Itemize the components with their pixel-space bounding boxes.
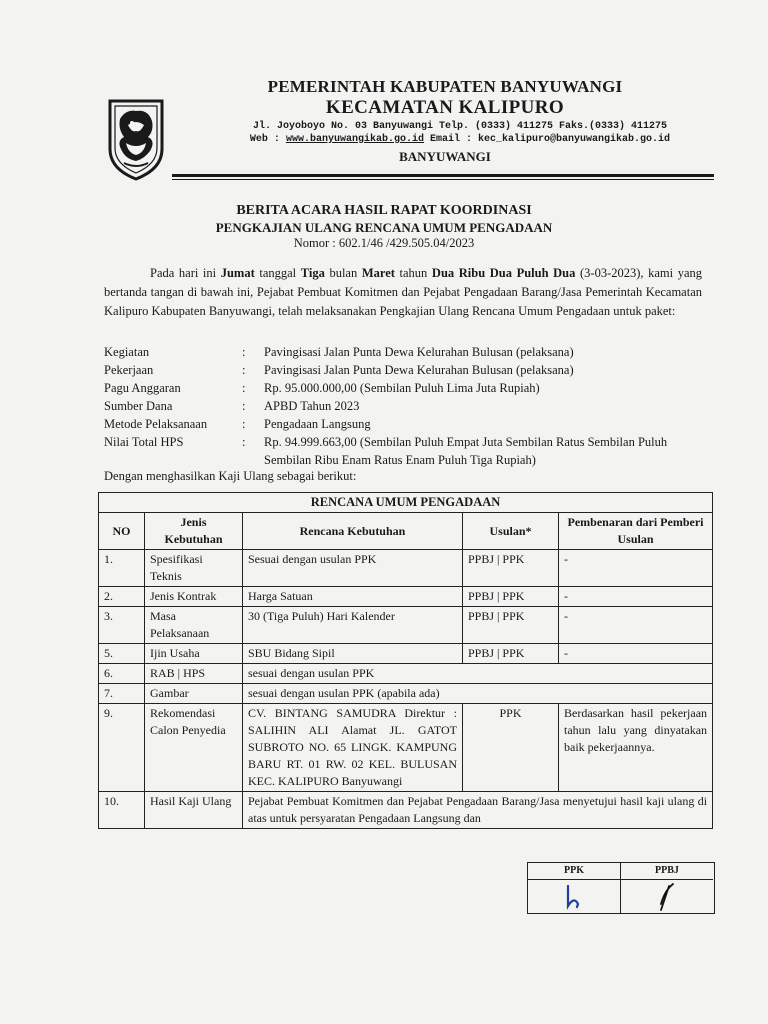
initials-header-ppbj: PPBJ xyxy=(621,863,713,880)
table-row xyxy=(99,664,713,684)
website-link[interactable]: www.banyuwangikab.go.id xyxy=(285,134,424,145)
table-title: RENCANA UMUM PENGADAAN xyxy=(99,493,713,513)
cell-jenis: Masa Pelaksanaan xyxy=(145,607,243,644)
cell-usulan: PPBJ | PPK xyxy=(463,607,559,644)
cell-usulan: PPK xyxy=(463,704,559,792)
banyuwangi-coat-of-arms-logo xyxy=(104,97,168,181)
table-row xyxy=(99,684,713,704)
cell-jenis: Spesifikasi Teknis xyxy=(145,550,243,587)
intro-day: Jumat xyxy=(220,266,255,280)
letterhead-district-name: KECAMATAN KALIPURO xyxy=(325,97,565,118)
intro-date-numeric: (3-03-2023), xyxy=(575,266,644,280)
email-address: kec_kalipuro@banyuwangikab.go.id xyxy=(478,134,671,145)
table-row xyxy=(99,644,713,664)
detail-label: Sumber Dana xyxy=(104,399,173,413)
cell-jenis: Rekomendasi Calon Penyedia xyxy=(145,704,243,792)
ppk-initial-signature-mark xyxy=(528,880,620,913)
cell-rencana: sesuai dengan usulan PPK xyxy=(243,664,713,684)
intro-text: Pada hari ini xyxy=(150,266,221,280)
detail-label: Pagu Anggaran xyxy=(104,381,181,395)
cell-rencana: Pejabat Pembuat Komitmen dan Pejabat Pengadaan Barang/Jasa menyetujui hasil kaji ulang di atas untuk persyaratan Pengadaan Langsung dan xyxy=(243,792,713,829)
intro-text: kami yang bertanda tangan di bawah ini, Pejabat Pembuat Komitmen dan Pejabat Pengadaan Barang/Jasa Pemerintah Kecamatan Kalipuro Kabupaten Banyuwangi, telah melaksanakan Pengkajian Ulang Rencana Umum Pengadaan untuk paket: xyxy=(104,266,703,318)
cell-no: 2. xyxy=(99,587,145,607)
detail-colon: : xyxy=(242,435,246,449)
detail-value: Pavingisasi Jalan Punta Dewa Kelurahan Bulusan (pelaksana) xyxy=(264,345,574,359)
detail-label: Pekerjaan xyxy=(104,363,154,377)
table-header-row xyxy=(99,513,713,550)
detail-value: Pengadaan Langsung xyxy=(264,417,371,431)
detail-row xyxy=(104,397,714,415)
column-header-pembenaran: Pembenaran dari Pemberi Usulan xyxy=(559,513,713,550)
cell-jenis: Gambar xyxy=(145,684,243,704)
cell-no: 9. xyxy=(99,704,145,792)
letterhead-government-name: PEMERINTAH KABUPATEN BANYUWANGI xyxy=(267,77,623,96)
cell-usulan: PPBJ | PPK xyxy=(463,587,559,607)
detail-row xyxy=(104,343,714,361)
table-row xyxy=(99,792,713,829)
document-number: Nomor : 602.1/46 /429.505.04/2023 xyxy=(293,236,475,250)
detail-label: Kegiatan xyxy=(104,345,150,359)
detail-value: Rp. 95.000.000,00 (Sembilan Puluh Lima Juta Rupiah) xyxy=(264,381,540,395)
table-row xyxy=(99,587,713,607)
intro-paragraph xyxy=(104,264,702,321)
initials-cell-ppbj xyxy=(621,880,713,913)
detail-value: Rp. 94.999.663,00 (Sembilan Puluh Empat Juta Sembilan Ratus Sembilan Puluh Sembilan Ribu Enam Ratus Enam Puluh Tiga Rupiah) xyxy=(264,435,668,467)
letterhead-contact xyxy=(190,134,730,145)
initials-header-ppk: PPK xyxy=(528,863,621,880)
detail-label: Nilai Total HPS xyxy=(104,435,184,449)
table-row xyxy=(99,607,713,644)
document-title: BERITA ACARA HASIL RAPAT KOORDINASI xyxy=(236,203,532,218)
table-row xyxy=(99,704,713,792)
cell-rencana: 30 (Tiga Puluh) Hari Kalender xyxy=(243,607,463,644)
cell-no: 5. xyxy=(99,644,145,664)
initials-cell-ppk xyxy=(528,880,621,913)
cell-pembenaran: - xyxy=(559,587,713,607)
intro-year: Dua Ribu Dua Puluh Dua xyxy=(431,266,576,280)
detail-row xyxy=(104,361,714,379)
intro-text: bulan xyxy=(324,266,362,280)
detail-colon: : xyxy=(242,399,246,413)
cell-jenis: RAB | HPS xyxy=(145,664,243,684)
column-header-rencana: Rencana Kebutuhan xyxy=(243,513,463,550)
cell-no: 1. xyxy=(99,550,145,587)
detail-row xyxy=(104,379,714,397)
table-title-row xyxy=(99,493,713,513)
cell-rencana: Sesuai dengan usulan PPK xyxy=(243,550,463,587)
column-header-usulan: Usulan* xyxy=(463,513,559,550)
initials-box xyxy=(527,862,715,914)
intro-date: Tiga xyxy=(300,266,325,280)
cell-jenis: Ijin Usaha xyxy=(145,644,243,664)
cell-jenis: Jenis Kontrak xyxy=(145,587,243,607)
intro-month: Maret xyxy=(361,266,395,280)
document-subtitle: PENGKAJIAN ULANG RENCANA UMUM PENGADAAN xyxy=(215,220,553,235)
ppbj-initial-signature-mark xyxy=(621,880,713,913)
cell-no: 10. xyxy=(99,792,145,829)
procurement-plan-table xyxy=(98,492,713,829)
cell-rencana: Harga Satuan xyxy=(243,587,463,607)
cell-rencana: SBU Bidang Sipil xyxy=(243,644,463,664)
detail-colon: : xyxy=(242,417,246,431)
letterhead-address: Jl. Joyoboyo No. 03 Banyuwangi Telp. (0333) 411275 Faks.(0333) 411275 xyxy=(252,121,668,132)
cell-pembenaran: - xyxy=(559,644,713,664)
intro-text: tahun xyxy=(394,266,432,280)
detail-colon: : xyxy=(242,381,246,395)
column-header-jenis: Jenis Kebutuhan xyxy=(145,513,243,550)
detail-colon: : xyxy=(242,363,246,377)
cell-pembenaran: - xyxy=(559,607,713,644)
result-intro: Dengan menghasilkan Kaji Ulang sebagai berikut: xyxy=(104,469,357,483)
package-details xyxy=(104,343,714,469)
cell-rencana: CV. BINTANG SAMUDRA Direktur : SALIHIN ALI Alamat JL. GATOT SUBROTO NO. 65 LINGK. KAMPUNG BARU RT. 01 RW. 02 KEL. BULUSAN KEC. KALIPURO Banyuwangi xyxy=(243,704,463,792)
cell-no: 3. xyxy=(99,607,145,644)
detail-label: Metode Pelaksanaan xyxy=(104,417,208,431)
letterhead-rule-thin xyxy=(172,179,714,180)
email-label: Email : xyxy=(430,134,473,145)
letterhead-rule-thick xyxy=(172,174,714,177)
cell-no: 7. xyxy=(99,684,145,704)
table-row xyxy=(99,550,713,587)
letterhead-city: BANYUWANGI xyxy=(399,149,491,164)
column-header-no: NO xyxy=(99,513,145,550)
detail-value: APBD Tahun 2023 xyxy=(264,399,360,413)
cell-jenis: Hasil Kaji Ulang xyxy=(145,792,243,829)
cell-usulan: PPBJ | PPK xyxy=(463,550,559,587)
detail-colon: : xyxy=(242,345,246,359)
detail-row xyxy=(104,415,714,433)
intro-text: tanggal xyxy=(254,266,301,280)
cell-rencana: sesuai dengan usulan PPK (apabila ada) xyxy=(243,684,713,704)
cell-pembenaran: - xyxy=(559,550,713,587)
detail-value: Pavingisasi Jalan Punta Dewa Kelurahan Bulusan (pelaksana) xyxy=(264,363,574,377)
cell-usulan: PPBJ | PPK xyxy=(463,644,559,664)
web-label: Web : xyxy=(249,134,280,145)
cell-pembenaran: Berdasarkan hasil pekerjaan tahun lalu yang dinyatakan baik pekerjaannya. xyxy=(559,704,713,792)
detail-row xyxy=(104,433,714,469)
cell-no: 6. xyxy=(99,664,145,684)
